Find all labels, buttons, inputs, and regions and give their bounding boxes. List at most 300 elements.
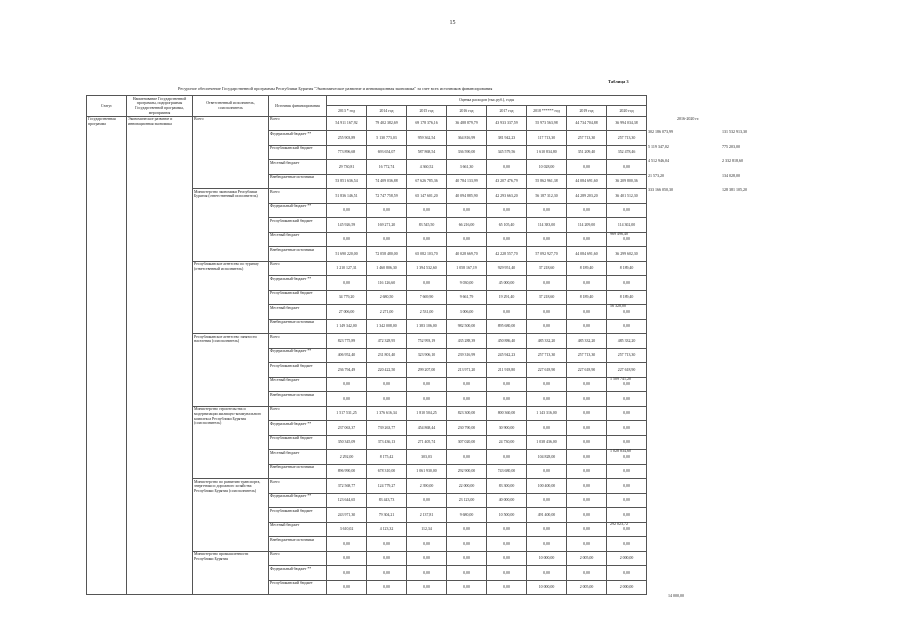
responsible-cell: Министерство строительства и модернизации жилищно-коммунального комплекса Республики Бурятия (соисполнитель)	[193, 406, 269, 479]
value-cell: 0,00	[607, 450, 647, 465]
value-cell: 743 680,00	[487, 464, 527, 479]
source-cell: Местный бюджет	[269, 232, 327, 247]
value-cell: 10 500,00	[487, 508, 527, 523]
value-cell: 0,00	[487, 450, 527, 465]
value-cell: 0,00	[607, 276, 647, 291]
value-cell: 0,00	[567, 377, 607, 392]
value-cell: 72 747 758,59	[367, 189, 407, 204]
value-cell: 257 713,30	[567, 348, 607, 363]
value-cell: 257 713,30	[527, 348, 567, 363]
value-cell: 0,00	[407, 551, 447, 566]
value-cell: 982 500,00	[447, 319, 487, 334]
value-cell: 0,00	[367, 537, 407, 552]
value-cell: 0,00	[487, 537, 527, 552]
value-cell: 0,00	[447, 537, 487, 552]
responsible-cell: Министерство экономики Республики Бурятия (ответственный исполнитель)	[193, 189, 269, 262]
value-cell: 57 092 927,70	[527, 247, 567, 262]
value-cell: 1 143 316,00	[527, 406, 567, 421]
header-program-name: Наименование Государственной программы, подпрограммы Государственной программы, мероприятия	[127, 96, 193, 117]
program-name-cell: Экономическое развитие и инновационная экономика	[127, 116, 193, 595]
value-cell: 0,00	[487, 377, 527, 392]
value-cell: 40 028 669,70	[447, 247, 487, 262]
value-cell: 169 271,20	[367, 218, 407, 233]
header-year: 2014 год	[367, 106, 407, 116]
value-cell: 929 951,40	[487, 261, 527, 276]
status-cell: Государственная программа	[87, 116, 127, 595]
source-cell: Местный бюджет	[269, 160, 327, 175]
value-cell: 9 030,00	[447, 276, 487, 291]
value-cell: 227 618,90	[607, 363, 647, 378]
value-cell: 0,00	[527, 522, 567, 537]
value-cell: 323 906,10	[407, 348, 447, 363]
value-cell: 0,00	[367, 203, 407, 218]
source-cell: Республиканский бюджет	[269, 290, 327, 305]
value-cell: 0,00	[607, 406, 647, 421]
value-cell: 45 000,00	[487, 276, 527, 291]
header-year: 2013 * год	[327, 106, 367, 116]
extra-value: 5 119 347,02	[648, 143, 669, 149]
header-year: 2018 ****** год	[527, 106, 567, 116]
value-cell: 0,00	[527, 377, 567, 392]
value-cell: 0,00	[327, 232, 367, 247]
value-cell: 36 209 800,36	[607, 174, 647, 189]
value-cell: 0,00	[447, 566, 487, 581]
value-cell: 40 784 133,99	[447, 174, 487, 189]
value-cell: 485 332,20	[527, 334, 567, 349]
source-cell: Внебюджетные источники	[269, 174, 327, 189]
value-cell: 220 422,50	[367, 363, 407, 378]
extra-value: 4 512 946,04	[648, 158, 669, 163]
value-cell: 34 779,20	[327, 290, 367, 305]
value-cell: 0,00	[407, 566, 447, 581]
value-cell: 373 436,13	[367, 435, 407, 450]
value-cell: 53 851 636,54	[327, 174, 367, 189]
value-cell: 22 000,00	[447, 479, 487, 494]
source-cell: Внебюджетные источники	[269, 319, 327, 334]
value-cell: 72 058 480,00	[367, 247, 407, 262]
value-cell: 454 868,44	[407, 421, 447, 436]
extra-value: 775 203,00	[722, 143, 740, 149]
value-cell: 773 896,68	[327, 145, 367, 160]
value-cell: 112,34	[407, 522, 447, 537]
source-cell: Всего	[269, 334, 327, 349]
value-cell: 0,00	[407, 493, 447, 508]
value-cell: 83 300,00	[487, 479, 527, 494]
value-cell: 1 383 106,00	[407, 319, 447, 334]
value-cell: 0,00	[447, 377, 487, 392]
header-estimate: Оценка расходов (тыс.руб.), годы	[327, 96, 647, 106]
value-cell: 0,00	[527, 392, 567, 407]
value-cell: 0,00	[567, 406, 607, 421]
value-cell: 2 271,00	[367, 305, 407, 320]
value-cell: 239 316,99	[447, 348, 487, 363]
value-cell: 0,00	[607, 537, 647, 552]
value-cell: 587 868,54	[407, 145, 447, 160]
value-cell: 0,00	[527, 421, 567, 436]
value-cell: 381 942,23	[487, 131, 527, 146]
source-cell: Внебюджетные источники	[269, 247, 327, 262]
value-cell: 0,00	[487, 232, 527, 247]
value-cell: 0,00	[487, 551, 527, 566]
value-cell: 0,00	[327, 580, 367, 595]
document-title: Ресурсное обеспечение Государственной программы Республики Бурятия "Экономическое развитие и инновационная экономика" за счет всех источников финансирования	[178, 86, 493, 91]
value-cell: 0,00	[607, 232, 647, 247]
source-cell: Всего	[269, 406, 327, 421]
value-cell: 0,00	[607, 421, 647, 436]
source-cell: Республиканский бюджет	[269, 508, 327, 523]
header-year: 2017 год	[487, 106, 527, 116]
value-cell: 10 000,00	[527, 551, 567, 566]
value-cell: 42 293 663,20	[487, 189, 527, 204]
value-cell: 292 900,00	[447, 464, 487, 479]
value-cell: 0,00	[567, 305, 607, 320]
value-cell: 2 137,81	[407, 508, 447, 523]
extra-value: 21 573,20	[648, 172, 664, 178]
value-cell: 1 610 834,80	[527, 145, 567, 160]
value-cell: 0,00	[367, 392, 407, 407]
value-cell: 56 187 312,30	[527, 189, 567, 204]
value-cell: 1 342 008,00	[367, 319, 407, 334]
value-cell: 1 460 806,30	[367, 261, 407, 276]
value-cell: 231 801,40	[367, 348, 407, 363]
value-cell: 3 006,00	[447, 305, 487, 320]
value-cell: 0,00	[567, 203, 607, 218]
value-cell: 0,00	[327, 377, 367, 392]
extra-value: 292 023,72	[610, 520, 628, 526]
value-cell: 0,00	[527, 319, 567, 334]
value-cell: 0,00	[407, 232, 447, 247]
responsible-cell: Министерство промышленности Республики Бурятия	[193, 551, 269, 595]
value-cell: 0,00	[567, 435, 607, 450]
value-cell: 0,00	[527, 566, 567, 581]
source-cell: Республиканский бюджет	[269, 580, 327, 595]
source-cell: Федеральный бюджет **	[269, 421, 327, 436]
value-cell: 435 288,39	[447, 334, 487, 349]
value-cell: 8 189,40	[567, 290, 607, 305]
value-cell: 0,00	[607, 305, 647, 320]
source-cell: Республиканский бюджет	[269, 218, 327, 233]
value-cell: 693 654,07	[367, 145, 407, 160]
header-status: Статус	[87, 96, 127, 117]
value-cell: 24 730,00	[487, 435, 527, 450]
value-cell: 44 084 691,60	[567, 174, 607, 189]
extra-value: 1 028 834,60	[610, 448, 631, 453]
value-cell: 245 942,23	[487, 348, 527, 363]
value-cell: 1 810 504,25	[407, 406, 447, 421]
value-cell: 739 263,77	[367, 421, 407, 436]
value-cell: 0,00	[407, 580, 447, 595]
source-cell: Федеральный бюджет **	[269, 203, 327, 218]
table-row	[87, 116, 647, 131]
value-cell: 0,00	[487, 566, 527, 581]
value-cell: 895 680,00	[487, 319, 527, 334]
value-cell: 116 126,60	[367, 276, 407, 291]
value-cell: 0,00	[567, 508, 607, 523]
value-cell: 896 990,00	[327, 464, 367, 479]
value-cell: 0,00	[487, 522, 527, 537]
value-cell: 0,00	[367, 566, 407, 581]
source-cell: Всего	[269, 189, 327, 204]
value-cell: 0,00	[567, 479, 607, 494]
value-cell: 123 644,65	[327, 493, 367, 508]
value-cell: 1 058 167,19	[447, 261, 487, 276]
value-cell: 54 911 167,92	[327, 116, 367, 131]
value-cell: 0,00	[527, 232, 567, 247]
value-cell: 65 105,40	[487, 218, 527, 233]
value-cell: 0,00	[407, 537, 447, 552]
value-cell: 0,00	[567, 421, 607, 436]
value-cell: 10 028,00	[527, 160, 567, 175]
table-label: Таблица 3	[608, 79, 629, 84]
value-cell: 345 579,56	[487, 145, 527, 160]
value-cell: 2 680,50	[367, 290, 407, 305]
value-cell: 44 289 203,20	[567, 189, 607, 204]
responsible-cell: Республиканское агентство по туризму (ответственный исполнитель)	[193, 261, 269, 334]
value-cell: 0,00	[567, 537, 607, 552]
value-cell: 30 900,00	[487, 421, 527, 436]
extra-value: 56 328,00	[610, 303, 626, 308]
value-cell: 0,00	[407, 377, 447, 392]
value-cell: 37 218,60	[527, 261, 567, 276]
value-cell: 2 000,00	[607, 580, 647, 595]
value-cell: 823 300,00	[447, 406, 487, 421]
value-cell: 83 545,50	[407, 218, 447, 233]
source-cell: Местный бюджет	[269, 305, 327, 320]
value-cell: 124 779,27	[367, 479, 407, 494]
value-cell: 0,00	[447, 203, 487, 218]
value-cell: 114 383,00	[527, 218, 567, 233]
value-cell: 0,00	[567, 392, 607, 407]
source-cell: Республиканский бюджет	[269, 435, 327, 450]
value-cell: 257 713,30	[607, 348, 647, 363]
extra-value: 2 332 818,60	[722, 158, 743, 163]
value-cell: 0,00	[407, 392, 447, 407]
value-cell: 19 291,40	[487, 290, 527, 305]
value-cell: 114 302,00	[607, 218, 647, 233]
extra-value: 14 000,00	[668, 593, 684, 598]
value-cell: 406 952,40	[327, 348, 367, 363]
source-cell: Федеральный бюджет **	[269, 493, 327, 508]
value-cell: 227 618,90	[567, 363, 607, 378]
value-cell: 36 299 602,30	[607, 247, 647, 262]
value-cell: 271 405,74	[407, 435, 447, 450]
value-cell: 485 332,20	[567, 334, 607, 349]
value-cell: 36 488 879,79	[447, 116, 487, 131]
value-cell: 350 345,09	[327, 435, 367, 450]
source-cell: Местный бюджет	[269, 450, 327, 465]
extra-value: 333 166 050,30	[648, 187, 673, 192]
source-cell: Федеральный бюджет **	[269, 276, 327, 291]
value-cell: 114 209,00	[567, 218, 607, 233]
value-cell: 0,00	[607, 435, 647, 450]
value-cell: 36 401 512,30	[607, 189, 647, 204]
value-cell: 0,00	[527, 493, 567, 508]
value-cell: 0,00	[567, 566, 607, 581]
value-cell: 2 005,00	[567, 551, 607, 566]
extra-value: 1 509 741,20	[610, 375, 631, 381]
value-cell: 0,00	[607, 522, 647, 537]
value-cell: 40 000,00	[487, 493, 527, 508]
source-cell: Республиканский бюджет	[269, 363, 327, 378]
source-cell: Всего	[269, 116, 327, 131]
value-cell: 752 993,19	[407, 334, 447, 349]
value-cell: 79 402 382,69	[367, 116, 407, 131]
source-cell: Республиканский бюджет	[269, 145, 327, 160]
value-cell: 0,00	[447, 392, 487, 407]
extra-value: 302 186 073,99	[648, 129, 673, 134]
value-cell: 299 207,00	[407, 363, 447, 378]
value-cell: 69 178 376,16	[407, 116, 447, 131]
value-cell: 27 006,00	[327, 305, 367, 320]
value-cell: 0,00	[527, 305, 567, 320]
value-cell: 44 084 691,60	[567, 247, 607, 262]
value-cell: 145 926,59	[327, 218, 367, 233]
value-cell: 65 082 103,70	[407, 247, 447, 262]
value-cell: 1 517 531,25	[327, 406, 367, 421]
value-cell: 0,00	[367, 377, 407, 392]
value-cell: 227 618,90	[527, 363, 567, 378]
value-cell: 79 304,21	[367, 508, 407, 523]
value-cell: 0,00	[447, 580, 487, 595]
value-cell: 0,00	[567, 493, 607, 508]
value-cell: 2 000,00	[607, 551, 647, 566]
value-cell: 351 209,40	[567, 145, 607, 160]
value-cell: 42 228 557,70	[487, 247, 527, 262]
value-cell: 352 478,46	[607, 145, 647, 160]
source-cell: Всего	[269, 551, 327, 566]
value-cell: 55 973 563,98	[527, 116, 567, 131]
responsible-cell: Всего	[193, 116, 269, 189]
value-cell: 2 292,00	[327, 450, 367, 465]
value-cell: 800 360,00	[487, 406, 527, 421]
value-cell: 230 790,00	[447, 421, 487, 436]
extra-value: 131 532 913,30	[722, 129, 747, 134]
value-cell: 0,00	[487, 580, 527, 595]
value-cell: 0,00	[607, 566, 647, 581]
value-cell: 336 590,00	[447, 145, 487, 160]
value-cell: 213 971,20	[447, 363, 487, 378]
value-cell: 0,00	[567, 232, 607, 247]
value-cell: 8 175,42	[367, 450, 407, 465]
value-cell: 236 794,49	[327, 363, 367, 378]
source-cell: Всего	[269, 479, 327, 494]
value-cell: 372 568,77	[327, 479, 367, 494]
source-cell: Внебюджетные источники	[269, 392, 327, 407]
value-cell: 0,00	[607, 377, 647, 392]
value-cell: 678 310,00	[367, 464, 407, 479]
value-cell: 0,00	[567, 160, 607, 175]
value-cell: 0,00	[607, 160, 647, 175]
value-cell: 0,00	[447, 232, 487, 247]
value-cell: 0,00	[607, 203, 647, 218]
value-cell: 237 063,37	[327, 421, 367, 436]
value-cell: 66 216,00	[447, 218, 487, 233]
value-cell: 1 376 616,34	[367, 406, 407, 421]
value-cell: 0,00	[367, 232, 407, 247]
value-cell: 0,00	[567, 464, 607, 479]
value-cell: 0,00	[607, 464, 647, 479]
value-cell: 8 189,40	[607, 261, 647, 276]
value-cell: 9 680,00	[447, 508, 487, 523]
value-cell: 65 147 601,20	[407, 189, 447, 204]
value-cell: 364 816,99	[447, 131, 487, 146]
source-cell: Федеральный бюджет **	[269, 131, 327, 146]
value-cell: 0,00	[527, 537, 567, 552]
value-cell: 36 994 034,38	[607, 116, 647, 131]
value-cell: 0,00	[607, 508, 647, 523]
value-cell: 51 690 220,00	[327, 247, 367, 262]
value-cell: 8 189,40	[567, 261, 607, 276]
value-cell: 0,00	[327, 276, 367, 291]
responsible-cell: Министерство по развитию транспорта, энергетики и дорожного хозяйства Республики Бурятия (соисполнитель)	[193, 479, 269, 552]
header-year: 2016 год	[447, 106, 487, 116]
page-number: 15	[449, 20, 456, 26]
value-cell: 8 189,40	[607, 290, 647, 305]
value-cell: 1 149 342,00	[327, 319, 367, 334]
value-cell: 0,00	[607, 319, 647, 334]
value-cell: 0,00	[367, 551, 407, 566]
value-cell: 83 443,73	[367, 493, 407, 508]
value-cell: 10 000,00	[527, 580, 567, 595]
value-cell: 4 360,52	[407, 160, 447, 175]
value-cell: 3 661,30	[447, 160, 487, 175]
value-cell: 43 933 337,59	[487, 116, 527, 131]
value-cell: 823 775,89	[327, 334, 367, 349]
value-cell: 491 400,00	[527, 508, 567, 523]
value-cell: 0,00	[567, 450, 607, 465]
value-cell: 0,00	[487, 392, 527, 407]
value-cell: 0,00	[327, 551, 367, 566]
value-cell: 37 218,60	[527, 290, 567, 305]
value-cell: 257 713,30	[607, 131, 647, 146]
value-cell: 0,00	[607, 479, 647, 494]
value-cell: 23 123,00	[447, 493, 487, 508]
value-cell: 0,00	[327, 566, 367, 581]
extra-value: 134 028,00	[722, 172, 740, 178]
source-cell: Федеральный бюджет **	[269, 348, 327, 363]
value-cell: 472 328,95	[367, 334, 407, 349]
source-cell: Местный бюджет	[269, 522, 327, 537]
header-year: 2020 год	[607, 106, 647, 116]
source-cell: Федеральный бюджет **	[269, 566, 327, 581]
value-cell: 100 400,00	[527, 479, 567, 494]
value-cell: 450 886,40	[487, 334, 527, 349]
header-year: 2015 год	[407, 106, 447, 116]
value-cell: 29 730,81	[327, 160, 367, 175]
value-cell: 5 130 773,03	[367, 131, 407, 146]
value-cell: 0,00	[447, 450, 487, 465]
value-cell: 43 207 476,79	[487, 174, 527, 189]
value-cell: 104 828,00	[527, 450, 567, 465]
extra-value: 969 496,40	[610, 230, 628, 236]
value-cell: 257 713,30	[567, 131, 607, 146]
value-cell: 485 332,20	[607, 334, 647, 349]
resource-table	[86, 95, 647, 595]
header-responsible: Ответственный исполнитель, соисполнитель	[193, 96, 269, 117]
value-cell: 211 918,80	[487, 363, 527, 378]
value-cell: 44 734 704,88	[567, 116, 607, 131]
value-cell: 0,00	[487, 203, 527, 218]
value-cell: 0,00	[447, 551, 487, 566]
extra-column-header: 2016-2020 гг.	[677, 116, 700, 121]
value-cell: 16 772,74	[367, 160, 407, 175]
value-cell: 0,00	[327, 392, 367, 407]
value-cell: 7 669,90	[407, 290, 447, 305]
value-cell: 3 610,02	[327, 522, 367, 537]
value-cell: 40 094 885,90	[447, 189, 487, 204]
value-cell: 1 210 127,31	[327, 261, 367, 276]
extra-value: 128 381 105,20	[722, 187, 747, 192]
